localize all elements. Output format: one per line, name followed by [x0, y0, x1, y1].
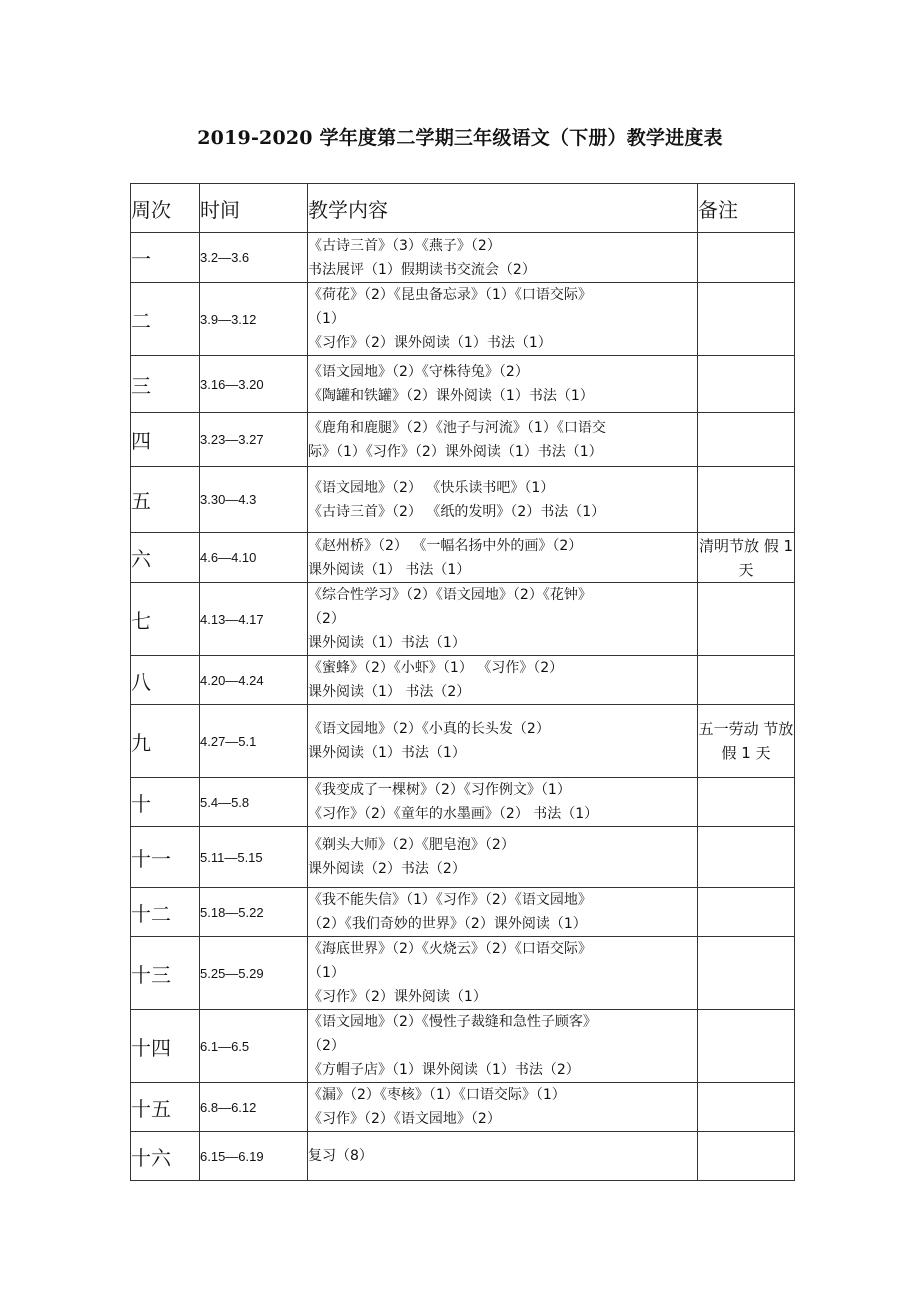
- table-row: [131, 533, 795, 583]
- week-cell: 十四: [131, 1010, 200, 1083]
- dates-cell: 3.2—3.6: [200, 233, 308, 283]
- page-title: 2019-2020 学年度第二学期三年级语文（下册）教学进度表: [197, 127, 723, 149]
- dates-cell: 6.8—6.12: [200, 1083, 308, 1132]
- week-cell: 十二: [131, 888, 200, 937]
- week-cell: 一: [131, 233, 200, 283]
- table-row: [131, 356, 795, 413]
- note-cell: [698, 778, 795, 827]
- schedule-table: [130, 183, 795, 1181]
- note-cell: [698, 888, 795, 937]
- content-cell: 《蜜蜂》（2）《小虾》（1） 《习作》（2） 课外阅读（1） 书法（2）: [308, 656, 698, 705]
- dates-cell: 5.4—5.8: [200, 778, 308, 827]
- table-row: [131, 583, 795, 656]
- note-cell: [698, 656, 795, 705]
- dates-cell: 3.16—3.20: [200, 356, 308, 413]
- dates-cell: 6.15—6.19: [200, 1132, 308, 1181]
- dates-cell: 3.9—3.12: [200, 283, 308, 356]
- week-cell: 二: [131, 283, 200, 356]
- week-cell: 十一: [131, 827, 200, 888]
- table-row: [131, 778, 795, 827]
- week-cell: 六: [131, 533, 200, 583]
- week-cell: 九: [131, 705, 200, 778]
- table-row: [131, 937, 795, 1010]
- note-cell: [698, 356, 795, 413]
- week-cell: 三: [131, 356, 200, 413]
- table-row: [131, 1010, 795, 1083]
- content-cell: 《古诗三首》（3）《燕子》（2） 书法展评（1）假期读书交流会（2）: [308, 233, 698, 283]
- table-row: [131, 656, 795, 705]
- note-cell: 清明节放 假 1 天: [698, 533, 795, 583]
- dates-cell: 4.20—4.24: [200, 656, 308, 705]
- content-cell: 复习（8）: [308, 1132, 698, 1181]
- content-cell: 《荷花》（2）《昆虫备忘录》（1）《口语交际》 （1） 《习作》（2）课外阅读（1）书法（1）: [308, 283, 698, 356]
- table-row: [131, 467, 795, 533]
- dates-cell: 4.6—4.10: [200, 533, 308, 583]
- table-row: [131, 413, 795, 467]
- dates-cell: 5.18—5.22: [200, 888, 308, 937]
- note-cell: [698, 413, 795, 467]
- table-row: [131, 1083, 795, 1132]
- content-cell: 《我变成了一棵树》（2）《习作例文》（1） 《习作》（2）《童年的水墨画》（2） 书法（1）: [308, 778, 698, 827]
- header-note: 备注: [698, 184, 795, 233]
- table-row: [131, 233, 795, 283]
- dates-cell: 5.11—5.15: [200, 827, 308, 888]
- table-header-row: [131, 184, 795, 233]
- table-row: [131, 888, 795, 937]
- content-cell: 《剃头大师》（2）《肥皂泡》（2） 课外阅读（2）书法（2）: [308, 827, 698, 888]
- week-cell: 十三: [131, 937, 200, 1010]
- content-cell: 《语文园地》（2） 《快乐读书吧》（1） 《古诗三首》（2） 《纸的发明》（2）书法（1）: [308, 467, 698, 533]
- week-cell: 十: [131, 778, 200, 827]
- note-cell: [698, 233, 795, 283]
- content-cell: 《海底世界》（2）《火烧云》（2）《口语交际》 （1） 《习作》（2）课外阅读（1）: [308, 937, 698, 1010]
- dates-cell: 4.27—5.1: [200, 705, 308, 778]
- dates-cell: 3.30—4.3: [200, 467, 308, 533]
- content-cell: 《我不能失信》（1）《习作》（2）《语文园地》 （2）《我们奇妙的世界》（2）课外阅读（1）: [308, 888, 698, 937]
- week-cell: 十六: [131, 1132, 200, 1181]
- dates-cell: 4.13—4.17: [200, 583, 308, 656]
- content-cell: 《漏》（2）《枣核》（1）《口语交际》（1） 《习作》（2）《语文园地》（2）: [308, 1083, 698, 1132]
- note-cell: [698, 937, 795, 1010]
- note-cell: [698, 467, 795, 533]
- note-cell: [698, 283, 795, 356]
- note-cell: [698, 1083, 795, 1132]
- dates-cell: 5.25—5.29: [200, 937, 308, 1010]
- content-cell: 《语文园地》（2）《守株待兔》（2） 《陶罐和铁罐》（2）课外阅读（1）书法（1）: [308, 356, 698, 413]
- week-cell: 八: [131, 656, 200, 705]
- note-cell: [698, 827, 795, 888]
- week-cell: 七: [131, 583, 200, 656]
- content-cell: 《语文园地》（2）《小真的长头发（2） 课外阅读（1）书法（1）: [308, 705, 698, 778]
- content-cell: 《综合性学习》（2）《语文园地》（2）《花钟》 （2） 课外阅读（1）书法（1）: [308, 583, 698, 656]
- content-cell: 《赵州桥》（2） 《一幅名扬中外的画》（2） 课外阅读（1） 书法（1）: [308, 533, 698, 583]
- content-cell: 《鹿角和鹿腿》（2）《池子与河流》（1）《口语交 际》（1）《习作》（2）课外阅读（1）书法（1）: [308, 413, 698, 467]
- table-row: [131, 705, 795, 778]
- dates-cell: 3.23—3.27: [200, 413, 308, 467]
- table-row: [131, 283, 795, 356]
- note-cell: [698, 1010, 795, 1083]
- header-dates: 时间: [200, 184, 308, 233]
- week-cell: 五: [131, 467, 200, 533]
- note-cell: 五一劳动 节放假 1 天: [698, 705, 795, 778]
- dates-cell: 6.1—6.5: [200, 1010, 308, 1083]
- content-cell: 《语文园地》（2）《慢性子裁缝和急性子顾客》 （2） 《方帽子店》（1）课外阅读（1）书法（2）: [308, 1010, 698, 1083]
- week-cell: 四: [131, 413, 200, 467]
- note-cell: [698, 1132, 795, 1181]
- week-cell: 十五: [131, 1083, 200, 1132]
- header-week: 周次: [131, 184, 200, 233]
- table-row: [131, 827, 795, 888]
- header-content: 教学内容: [308, 184, 698, 233]
- table-row: [131, 1132, 795, 1181]
- note-cell: [698, 583, 795, 656]
